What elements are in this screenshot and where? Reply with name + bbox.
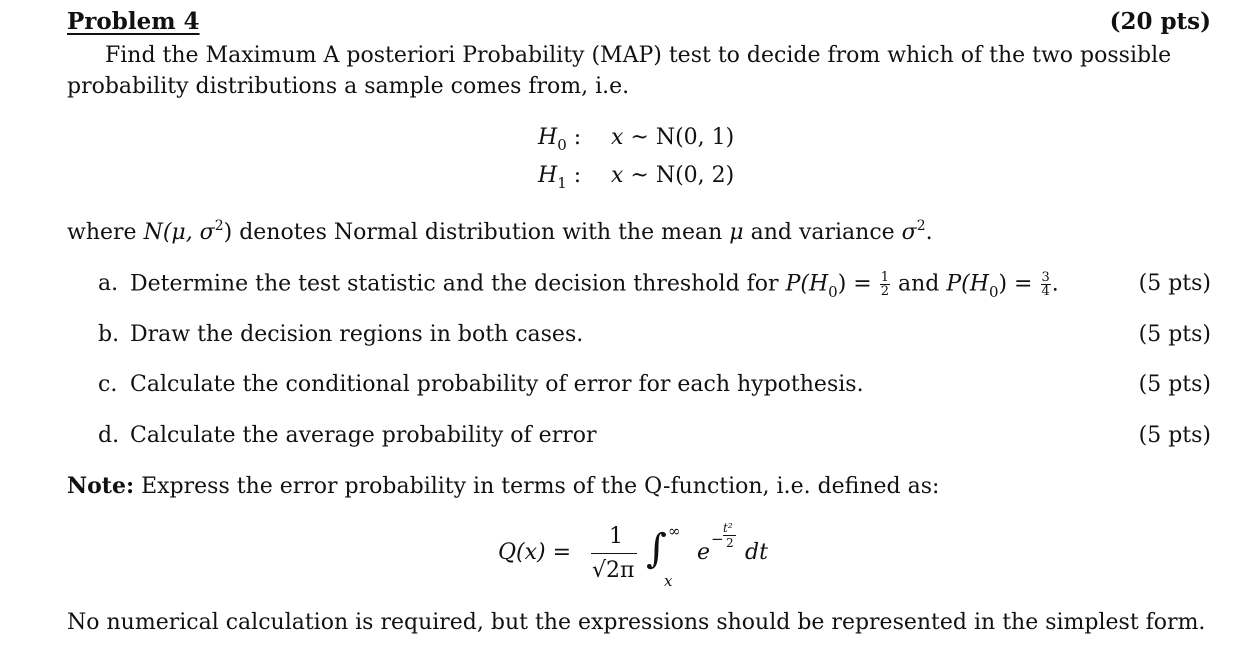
exponent-denominator: 2 [726, 536, 734, 550]
item-a-label: a. [98, 271, 119, 296]
item-b-points: (5 pts) [1138, 322, 1211, 347]
problem-title: Problem 4 [67, 8, 200, 35]
hypothesis-1-label: $H_1$ : [538, 163, 582, 192]
integral-upper-limit: ∞ [668, 522, 681, 540]
item-b-text: Draw the decision regions in both cases. [130, 322, 584, 347]
q-function-fraction-bar [591, 553, 637, 554]
note [67, 473, 939, 499]
note-label: Note: [67, 473, 135, 499]
problem-intro: Find the Maximum A posteriori Probability (MAP) test to decide from which of the two possible probability distributions a sample comes from, i.e. [67, 43, 1172, 99]
item-d-text: Calculate the average probability of error [130, 423, 597, 448]
q-function-numerator: 1 [609, 524, 623, 549]
item-c-text: Calculate the conditional probability of error for each hypothesis. [130, 372, 864, 397]
item-c-points: (5 pts) [1138, 372, 1211, 397]
q-function-denominator: √2π [592, 558, 635, 583]
note-text: Express the error probability in terms of the Q-function, i.e. defined as: [134, 474, 940, 499]
q-function-lhs: Q(x) = [498, 540, 572, 565]
item-a-points: (5 pts) [1138, 271, 1211, 296]
final-instruction: No numerical calculation is required, but the expressions should be represented in the simplest form. [67, 610, 1206, 635]
item-d-label: d. [98, 423, 120, 448]
hypothesis-0-label: $H_0$ : [538, 125, 582, 154]
differential-dt: dt [745, 540, 768, 565]
item-a-text: Determine the test statistic and the decision threshold for $P(H_0)$ = $\frac{1}{2}$ and $P(H_0)$ = $\frac{3}{4}$ . [130, 270, 1059, 301]
integral-sign: ∫ [646, 526, 667, 572]
item-b-label: b. [98, 322, 120, 347]
exponential-base: e [697, 540, 711, 565]
normal-distribution-definition: where N(μ, $\sigma^2$) denotes Normal distribution with the mean μ and variance $\sigma^2$. [67, 218, 933, 245]
q-function-formula [498, 520, 798, 590]
exponent-sign: − [711, 530, 724, 548]
exponent-numerator: t² [723, 521, 733, 535]
integral-lower-limit: x [664, 572, 673, 590]
hypothesis-0-expression: x ~ N(0, 1) [611, 125, 735, 150]
hypothesis-1-expression: x ~ N(0, 2) [611, 163, 735, 188]
item-c-label: c. [98, 372, 118, 397]
problem-points: (20 pts) [1109, 8, 1211, 35]
item-d-points: (5 pts) [1138, 423, 1211, 448]
